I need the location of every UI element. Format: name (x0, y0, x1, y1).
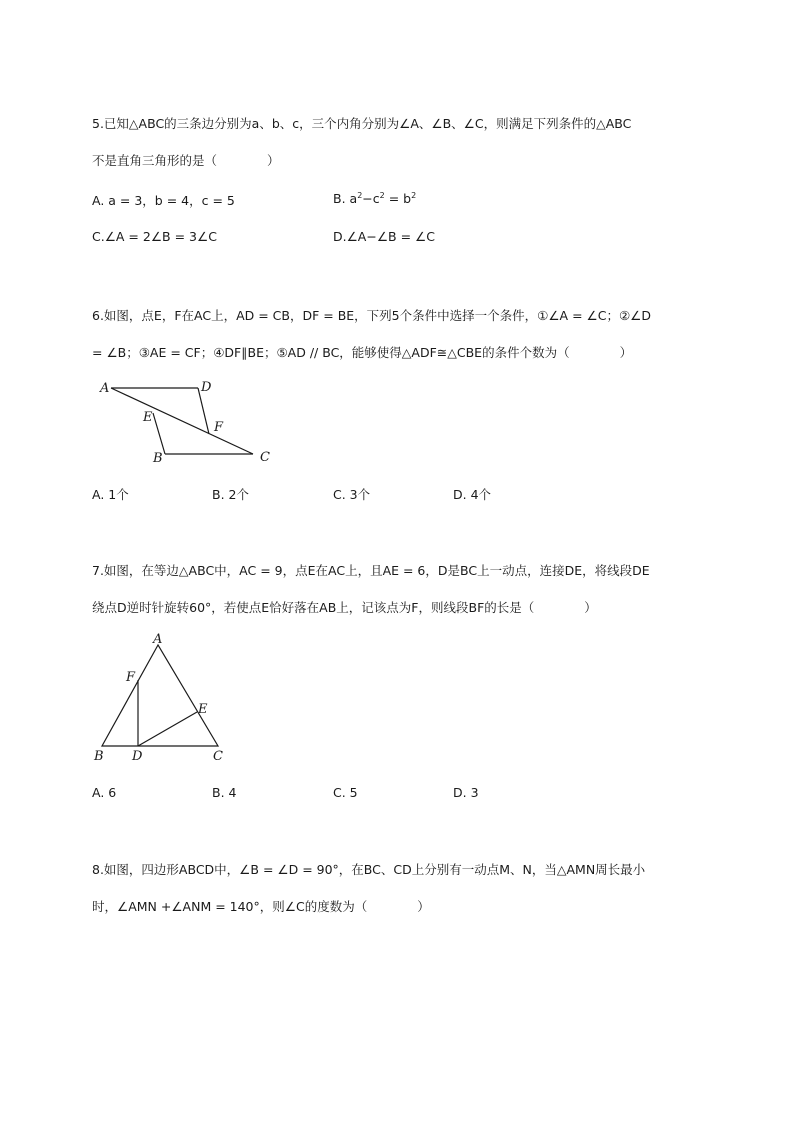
q5-option-b-exp-2: 2 (379, 191, 385, 200)
q5-stem-line-1: 5.已知△ABC的三条边分别为a、b、c，三个内角分别为∠A、∠B、∠C，则满足下列条件的△ABC (92, 116, 632, 131)
q7-label-d: D (132, 749, 143, 764)
q7-label-b: B (94, 749, 104, 764)
q7-triangle-abc (102, 645, 218, 746)
q6-label-d: D (201, 380, 212, 395)
q5-option-b-end: = b (384, 191, 412, 206)
q6-stem-line-2: = ∠B；③AE = CF；④DF∥BE；⑤AD // BC，能够使得△ADF≅△CBE的条件个数为（ ） (92, 345, 633, 360)
q5-option-b-exp-3: 2 (411, 191, 417, 200)
q6-figure (95, 376, 280, 468)
q5-option-d[interactable]: D.∠A−∠B = ∠C (333, 229, 435, 244)
q7-option-d[interactable]: D. 3 (453, 785, 479, 800)
q6-label-a: A (100, 381, 110, 396)
q6-segment-be (153, 413, 165, 454)
q6-segment-ac (111, 388, 253, 454)
q6-option-c[interactable]: C. 3个 (333, 487, 371, 502)
q5-option-b-prefix: B. a (333, 191, 358, 206)
q6-label-f: F (214, 420, 224, 435)
q5-option-b-exp-1: 2 (357, 191, 363, 200)
q5-option-a[interactable]: A. a = 3，b = 4，c = 5 (92, 193, 235, 208)
q7-segment-de (138, 712, 197, 746)
q6-option-b[interactable]: B. 2个 (212, 487, 249, 502)
q5-option-c[interactable]: C.∠A = 2∠B = 3∠C (92, 229, 217, 244)
q7-option-b[interactable]: B. 4 (212, 785, 237, 800)
q7-option-c[interactable]: C. 5 (333, 785, 358, 800)
q7-stem-line-2: 绕点D逆时针旋转60°，若使点E恰好落在AB上，记该点为F，则线段BF的长是（ ） (92, 600, 597, 615)
q7-option-a[interactable]: A. 6 (92, 785, 117, 800)
q6-label-b: B (153, 451, 163, 466)
q6-stem-line-1: 6.如图，点E，F在AC上，AD = CB，DF = BE，下列5个条件中选择一个条件，①∠A = ∠C；②∠D (92, 308, 651, 323)
q6-option-a[interactable]: A. 1个 (92, 487, 129, 502)
q7-stem-line-1: 7.如图，在等边△ABC中，AC = 9，点E在AC上，且AE = 6，D是BC上一动点，连接DE，将线段DE (92, 563, 650, 578)
q8-stem-line-1: 8.如图，四边形ABCD中，∠B = ∠D = 90°，在BC、CD上分别有一动点M、N，当△AMN周长最小 (92, 862, 646, 877)
q6-label-c: C (260, 450, 270, 465)
q7-label-a: A (153, 632, 163, 647)
q7-label-c: C (213, 749, 223, 764)
q5-stem-line-2: 不是直角三角形的是（ ） (92, 153, 280, 168)
q6-option-d[interactable]: D. 4个 (453, 487, 492, 502)
q5-option-b-mid: −c (362, 191, 380, 206)
q7-figure (90, 632, 230, 767)
q6-label-e: E (143, 410, 153, 425)
q5-option-b[interactable] (333, 191, 416, 206)
q7-label-e: E (198, 702, 208, 717)
q8-stem-line-2: 时，∠AMN +∠ANM = 140°，则∠C的度数为（ ） (92, 899, 430, 914)
q7-label-f: F (126, 670, 136, 685)
